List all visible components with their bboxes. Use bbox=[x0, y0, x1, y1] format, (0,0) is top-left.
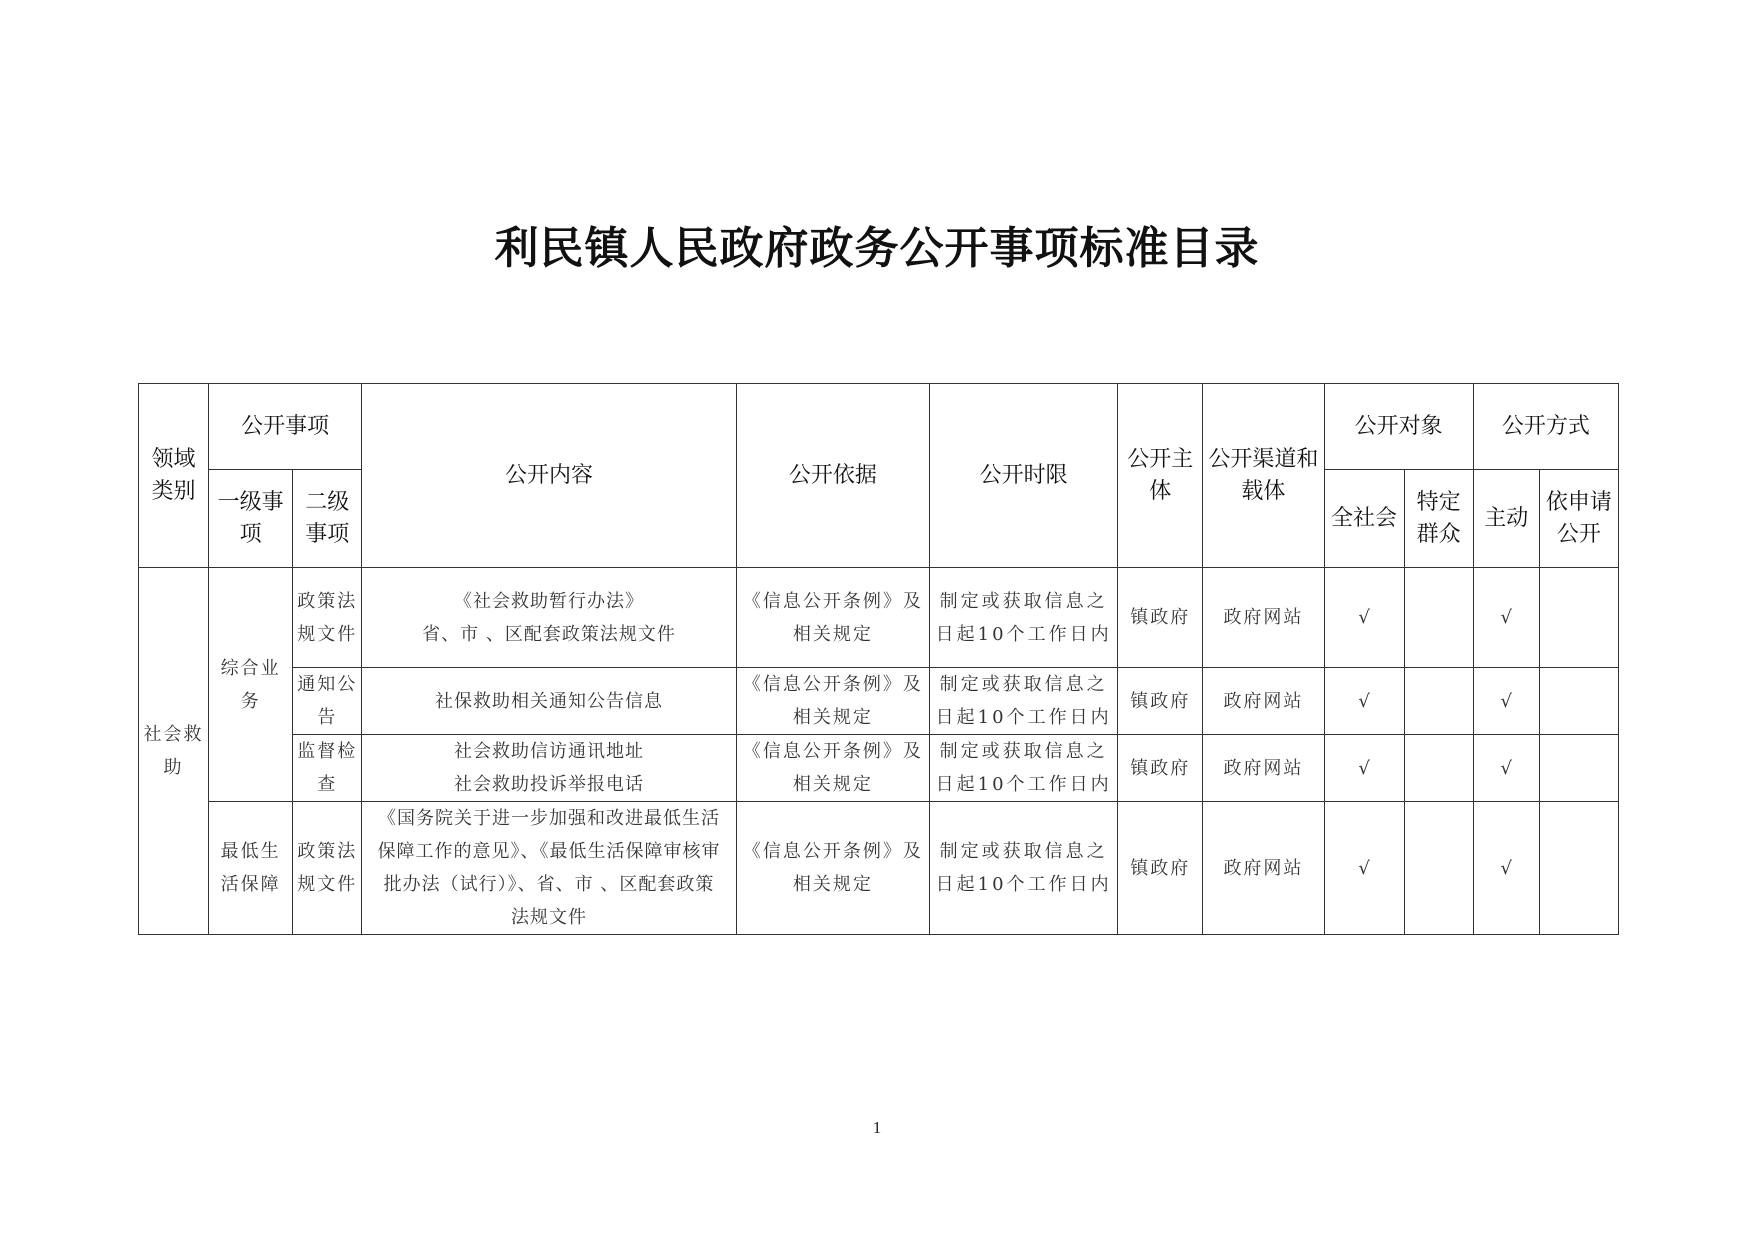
table-row bbox=[139, 802, 1619, 935]
header-time-limit: 公开时限 bbox=[930, 384, 1118, 568]
table-row bbox=[139, 568, 1619, 668]
header-content: 公开内容 bbox=[362, 384, 736, 568]
header-active: 主动 bbox=[1473, 470, 1539, 568]
specific-group-check bbox=[1404, 668, 1473, 735]
header-basis: 公开依据 bbox=[736, 384, 929, 568]
header-subject: 公开主体 bbox=[1118, 384, 1203, 568]
header-target: 公开对象 bbox=[1324, 384, 1473, 470]
time-limit-cell: 制定或获取信息之 日起10个工作日内 bbox=[930, 735, 1118, 802]
subject-cell: 镇政府 bbox=[1118, 568, 1203, 668]
header-method: 公开方式 bbox=[1473, 384, 1618, 470]
level2-cell: 通知公告 bbox=[293, 668, 362, 735]
active-check: √ bbox=[1473, 735, 1539, 802]
content-cell: 《国务院关于进一步加强和改进最低生活 保障工作的意见》、《最低生活保障审核审 批办法（试行）》、省、市 、区配套政策 法规文件 bbox=[362, 802, 736, 935]
subject-cell: 镇政府 bbox=[1118, 802, 1203, 935]
content-cell: 《社会救助暂行办法》 省、市 、区配套政策法规文件 bbox=[362, 568, 736, 668]
active-check: √ bbox=[1473, 668, 1539, 735]
basis-cell: 《信息公开条例》及 相关规定 bbox=[736, 735, 929, 802]
domain-cell: 社会救助 bbox=[139, 568, 209, 935]
disclosure-catalog-table bbox=[138, 383, 1619, 935]
channel-cell: 政府网站 bbox=[1203, 568, 1324, 668]
basis-cell: 《信息公开条例》及 相关规定 bbox=[736, 568, 929, 668]
time-limit-cell: 制定或获取信息之 日起10个工作日内 bbox=[930, 568, 1118, 668]
level2-cell: 政策法规文件 bbox=[293, 802, 362, 935]
specific-group-check bbox=[1404, 802, 1473, 935]
page-title: 利民镇人民政府政务公开事项标准目录 bbox=[494, 223, 1260, 274]
header-items: 公开事项 bbox=[209, 384, 362, 470]
header-level1: 一级事项 bbox=[209, 470, 293, 568]
header-channel: 公开渠道和载体 bbox=[1203, 384, 1324, 568]
on-request-check bbox=[1539, 735, 1618, 802]
basis-cell: 《信息公开条例》及 相关规定 bbox=[736, 668, 929, 735]
content-cell: 社保救助相关通知公告信息 bbox=[362, 668, 736, 735]
time-limit-cell: 制定或获取信息之 日起10个工作日内 bbox=[930, 802, 1118, 935]
basis-cell: 《信息公开条例》及 相关规定 bbox=[736, 802, 929, 935]
all-society-check: √ bbox=[1324, 668, 1404, 735]
table-row bbox=[139, 668, 1619, 735]
level2-cell: 政策法规文件 bbox=[293, 568, 362, 668]
header-level2: 二级事项 bbox=[293, 470, 362, 568]
active-check: √ bbox=[1473, 568, 1539, 668]
channel-cell: 政府网站 bbox=[1203, 802, 1324, 935]
all-society-check: √ bbox=[1324, 802, 1404, 935]
header-on-request: 依申请公开 bbox=[1539, 470, 1618, 568]
level2-cell: 监督检查 bbox=[293, 735, 362, 802]
on-request-check bbox=[1539, 668, 1618, 735]
channel-cell: 政府网站 bbox=[1203, 668, 1324, 735]
all-society-check: √ bbox=[1324, 735, 1404, 802]
subject-cell: 镇政府 bbox=[1118, 668, 1203, 735]
subject-cell: 镇政府 bbox=[1118, 735, 1203, 802]
on-request-check bbox=[1539, 802, 1618, 935]
all-society-check: √ bbox=[1324, 568, 1404, 668]
channel-cell: 政府网站 bbox=[1203, 735, 1324, 802]
page-number: 1 bbox=[872, 1118, 882, 1137]
header-specific-group: 特定群众 bbox=[1404, 470, 1473, 568]
on-request-check bbox=[1539, 568, 1618, 668]
specific-group-check bbox=[1404, 735, 1473, 802]
header-all-society: 全社会 bbox=[1324, 470, 1404, 568]
specific-group-check bbox=[1404, 568, 1473, 668]
time-limit-cell: 制定或获取信息之 日起10个工作日内 bbox=[930, 668, 1118, 735]
content-cell: 社会救助信访通讯地址 社会救助投诉举报电话 bbox=[362, 735, 736, 802]
header-domain: 领域类别 bbox=[139, 384, 209, 568]
level1-cell: 综合业务 bbox=[209, 568, 293, 802]
table-row bbox=[139, 735, 1619, 802]
level1-cell: 最低生活保障 bbox=[209, 802, 293, 935]
active-check: √ bbox=[1473, 802, 1539, 935]
